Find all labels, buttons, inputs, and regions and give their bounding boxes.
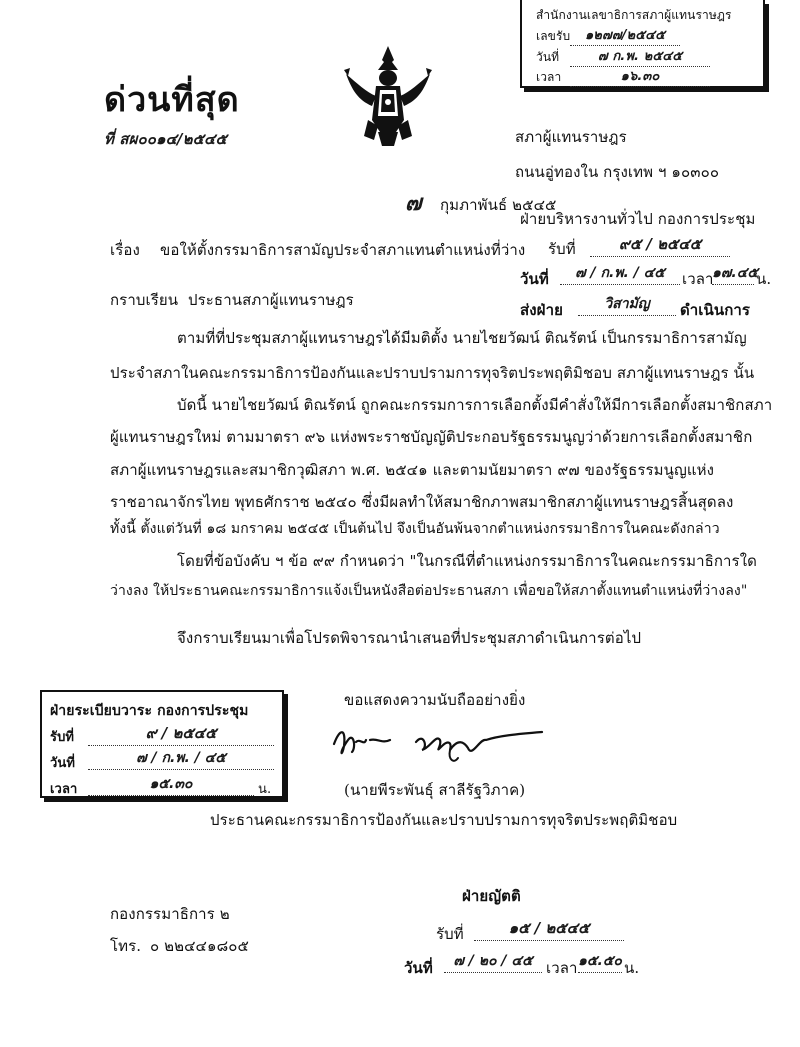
body-p3-line1: โดยที่ข้อบังคับ ฯ ข้อ ๙๙ กำหนดว่า "ในกรณีที่ตำแหน่งกรรมาธิการในคณะกรรมาธิการใด	[177, 552, 757, 570]
stamp-bottom-receive-label: รับที่	[436, 925, 464, 943]
letter-date-day: ๗	[405, 191, 422, 216]
stamp-left-date-value: ๗ / ก.พ. / ๔๕	[88, 747, 274, 770]
stamp-right-date-value: ๗ / ก.พ. / ๔๕	[560, 262, 680, 285]
signer-title: ประธานคณะกรรมาธิการป้องกันและปราบปรามการทุจริตประพฤติมิชอบ	[210, 811, 678, 829]
letter-date: กุมภาพันธ์ ๒๕๔๕	[440, 196, 557, 214]
stamp-bottom-header: ฝ่ายญัตติ	[462, 887, 521, 905]
stamp-right-time-unit: น.	[756, 270, 772, 288]
stamp-right-forward-label: ส่งฝ่าย	[520, 301, 563, 319]
stamp-top-receive-label: เลขรับ	[536, 29, 571, 43]
stamp-right-time-value: ๑๗.๔๕	[712, 262, 754, 285]
stamp-bottom-time-value: ๑๕.๕๐	[578, 950, 622, 973]
subject-label: เรื่อง	[110, 241, 140, 259]
subject: ขอให้ตั้งกรรมาธิการสามัญประจำสภาแทนตำแหน่งที่ว่าง	[160, 241, 526, 259]
stamp-left-time-unit: น.	[258, 782, 272, 797]
stamp-right-receive-label: รับที่	[548, 240, 576, 258]
body-p2-line4: ราชอาณาจักรไทย พุทธศักราช ๒๕๔๐ ซึ่งมีผลทำให้สมาชิกภาพสมาชิกสภาผู้แทนราษฎรสิ้นสุดลง	[110, 493, 734, 511]
stamp-left-time-value: ๑๕.๓๐	[88, 773, 254, 796]
document-number: ที่ สผ๐๐๑๔/๒๕๔๕	[104, 130, 227, 148]
body-p2-line3: สภาผู้แทนราษฎรและสมาชิกวุฒิสภา พ.ศ. ๒๕๔๑ และตามนัยมาตรา ๙๗ ของรัฐธรรมนูญแห่ง	[110, 461, 715, 479]
footer-division: กองกรรมาธิการ ๒	[110, 905, 230, 923]
salutation-label: กราบเรียน	[110, 291, 179, 309]
body-p3-line2: ว่างลง ให้ประธานคณะกรรมาธิการแจ้งเป็นหนังสือต่อประธานสภา เพื่อขอให้สภาตั้งแทนตำแหน่งที่ว่างลง"	[110, 583, 748, 599]
stamp-bottom-date-value: ๗ / ๒๐ / ๔๕	[444, 950, 542, 973]
stamp-top-date-value: ๗ ก.พ. ๒๕๔๕	[570, 45, 710, 67]
stamp-left-header: ฝ่ายระเบียบวาระ กองการประชุม	[50, 703, 249, 719]
stamp-top-time-value: ๑๖.๓๐	[570, 65, 710, 87]
stamp-left-date-label: วันที่	[50, 756, 76, 771]
stamp-left-receive-value: ๙ / ๒๕๔๕	[88, 721, 274, 746]
stamp-right-time-label: เวลา	[682, 270, 714, 288]
receipt-stamp-top	[520, 0, 765, 88]
salutation: ประธานสภาผู้แทนราษฎร	[188, 291, 354, 309]
stamp-bottom-time-unit: น.	[624, 959, 640, 977]
stamp-bottom-receive-value: ๑๕ / ๒๕๔๕	[474, 916, 624, 941]
stamp-right-date-label: วันที่	[520, 270, 549, 288]
urgency-label: ด่วนที่สุด	[104, 80, 240, 120]
stamp-top-office: สำนักงานเลขาธิการสภาผู้แทนราษฎร	[536, 8, 732, 22]
stamp-left-receive-label: รับที่	[50, 730, 75, 745]
body-p2-line2: ผู้แทนราษฎรใหม่ ตามมาตรา ๙๖ แห่งพระราชบัญญัติประกอบรัฐธรรมนูญว่าด้วยการเลือกตั้งสมาชิก	[110, 428, 753, 446]
stamp-right-action-label: ดำเนินการ	[680, 301, 751, 319]
footer-phone-label: โทร.	[110, 937, 142, 955]
stamp-bottom-time-label: เวลา	[546, 959, 578, 977]
footer-phone: ๐ ๒๒๔๔๑๘๐๕	[150, 937, 250, 955]
body-p4: จึงกราบเรียนมาเพื่อโปรดพิจารณานำเสนอที่ประชุมสภาดำเนินการต่อไป	[177, 629, 642, 647]
stamp-top-date-label: วันที่	[536, 50, 560, 64]
receipt-stamp-left	[40, 690, 284, 798]
stamp-right-forward-value: วิสามัญ	[578, 293, 676, 316]
sender-address: ถนนอู่ทองใน กรุงเทพ ฯ ๑๐๓๐๐	[515, 163, 720, 181]
body-p1-line2: ประจำสภาในคณะกรรมาธิการป้องกันและปราบปรามการทุจริตประพฤติมิชอบ สภาผู้แทนราษฎร นั้น	[110, 364, 755, 382]
signer-name: (นายพีระพันธุ์ สาลีรัฐวิภาค)	[344, 781, 526, 799]
sender-org: สภาผู้แทนราษฎร	[515, 128, 627, 146]
stamp-right-header: ฝ่ายบริหารงานทั่วไป กองการประชุม	[520, 210, 756, 228]
garuda-emblem	[338, 40, 438, 150]
stamp-left-time-label: เวลา	[50, 782, 78, 797]
stamp-top-time-label: เวลา	[536, 70, 562, 84]
closing: ขอแสดงความนับถืออย่างยิ่ง	[344, 691, 526, 709]
body-p1-line1: ตามที่ที่ประชุมสภาผู้แทนราษฎรได้มีมติตั้ง นายไชยวัฒน์ ติณรัตน์ เป็นกรรมาธิการสามัญ	[177, 329, 747, 347]
stamp-right-receive-value: ๙๕ / ๒๕๔๕	[590, 232, 730, 257]
body-p2-line5: ทั้งนี้ ตั้งแต่วันที่ ๑๘ มกราคม ๒๕๔๕ เป็นต้นไป จึงเป็นอันพ้นจากตำแหน่งกรรมาธิการในคณะดังกล่าว	[110, 521, 720, 537]
stamp-top-receive-value: ๑๒๗๗/๒๕๔๕	[570, 24, 680, 46]
stamp-bottom-date-label: วันที่	[404, 959, 433, 977]
handwritten-signature	[330, 718, 550, 768]
body-p2-line1: บัดนี้ นายไชยวัฒน์ ติณรัตน์ ถูกคณะกรรมการการเลือกตั้งมีคำสั่งให้มีการเลือกตั้งสมาชิกสภา	[177, 396, 773, 414]
